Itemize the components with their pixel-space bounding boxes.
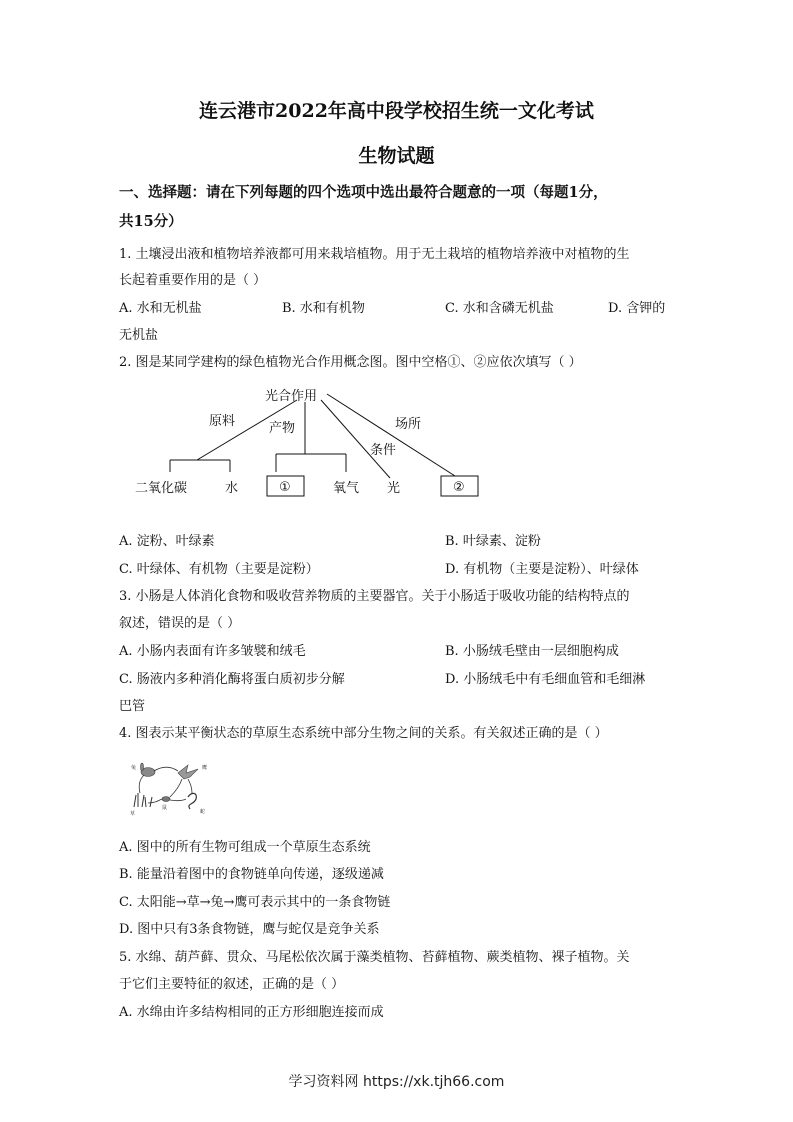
footer-watermark: 学习资料网 https://xk.tjh66.com	[288, 1074, 505, 1090]
edge-label-raw: 原料	[209, 414, 236, 429]
question-5-option-a: A. 水绵由许多结构相同的正方形细胞连接而成	[119, 1005, 384, 1020]
question-4-option-a: A. 图中的所有生物可组成一个草原生态系统	[119, 840, 371, 855]
photosynthesis-concept-map	[125, 380, 495, 510]
section-heading-line2: 共15分）	[119, 213, 183, 230]
question-3-option-d: D. 小肠绒毛中有毛细血管和毛细淋	[445, 672, 646, 687]
question-1-option-d-cont: 无机盐	[119, 328, 159, 343]
question-1-option-a: A. 水和无机盐	[119, 301, 202, 316]
question-4-option-d: D. 图中只有3条食物链，鹰与蛇仅是竞争关系	[119, 922, 380, 937]
edge-label-product: 产物	[269, 421, 296, 436]
food-web-figure	[126, 757, 212, 817]
question-2-option-d: D. 有机物（主要是淀粉）、叶绿体	[445, 562, 639, 577]
question-2-option-c: C. 叶绿体、有机物（主要是淀粉）	[119, 562, 319, 577]
question-1-option-d: D. 含钾的	[608, 301, 666, 316]
question-3-line2: 叙述，错误的是（ ）	[119, 616, 241, 631]
question-4-line1: 4. 图表示某平衡状态的草原生态系统中部分生物之间的关系。有关叙述正确的是（ ）	[119, 726, 608, 741]
question-3-option-c: C. 肠液内多种消化酶将蛋白质初步分解	[119, 672, 345, 687]
node-light: 光	[387, 481, 401, 496]
label-mouse: 鼠	[162, 805, 168, 811]
blank-1-label: ①	[279, 480, 291, 495]
edge-label-condition: 条件	[370, 443, 397, 458]
question-4-option-c: C. 太阳能→草→兔→鹰可表示其中的一条食物链	[119, 895, 391, 910]
question-4-option-b: B. 能量沿着图中的食物链单向传递，逐级递减	[119, 867, 384, 882]
label-snake: 蛇	[200, 809, 206, 815]
snake-icon	[188, 793, 196, 809]
question-2-line1: 2. 图是某同学建构的绿色植物光合作用概念图。图中空格①、②应依次填写（ ）	[119, 355, 582, 370]
question-5-line1: 5. 水绵、葫芦藓、贯众、马尾松依次属于藻类植物、苔藓植物、蕨类植物、裸子植物。关	[119, 950, 630, 965]
question-1-option-b: B. 水和有机物	[282, 301, 365, 316]
mouse-icon	[162, 797, 170, 802]
question-5-line2: 于它们主要特征的叙述，正确的是（ ）	[119, 977, 345, 992]
question-1-line1: 1. 土壤浸出液和植物培养液都可用来栽培植物。用于无土栽培的植物培养液中对植物的生	[119, 247, 630, 262]
question-3-option-b: B. 小肠绒毛壁由一层细胞构成	[445, 644, 619, 659]
question-3-option-a: A. 小肠内表面有许多皱襞和绒毛	[119, 644, 306, 659]
eagle-icon	[178, 765, 198, 779]
exam-title: 连云港市2022年高中段学校招生统一文化考试	[199, 100, 594, 122]
exam-subtitle: 生物试题	[358, 145, 435, 167]
question-3-option-d-cont: 巴管	[119, 699, 146, 714]
question-1-option-c: C. 水和含磷无机盐	[445, 301, 554, 316]
question-3-line1: 3. 小肠是人体消化食物和吸收营养物质的主要器官。关于小肠适于吸收功能的结构特点的	[119, 589, 630, 604]
question-2-option-b: B. 叶绿素、淀粉	[445, 534, 541, 549]
node-water: 水	[225, 481, 239, 496]
node-photosynthesis: 光合作用	[265, 389, 318, 404]
section-heading-line1: 一、选择题：请在下列每题的四个选项中选出最符合题意的一项（每题1分，	[119, 184, 608, 201]
label-rabbit: 兔	[131, 765, 137, 771]
node-carbon-dioxide: 二氧化碳	[135, 481, 188, 496]
node-oxygen: 氧气	[333, 481, 360, 496]
question-1-line2: 长起着重要作用的是（ ）	[119, 273, 267, 288]
label-eagle: 鹰	[202, 765, 208, 771]
rabbit-icon	[141, 763, 156, 777]
question-2-option-a: A. 淀粉、叶绿素	[119, 534, 215, 549]
label-grass: 草	[130, 811, 136, 817]
grass-icon	[134, 793, 152, 807]
edge-label-place: 场所	[395, 417, 422, 432]
blank-2-label: ②	[453, 480, 465, 495]
